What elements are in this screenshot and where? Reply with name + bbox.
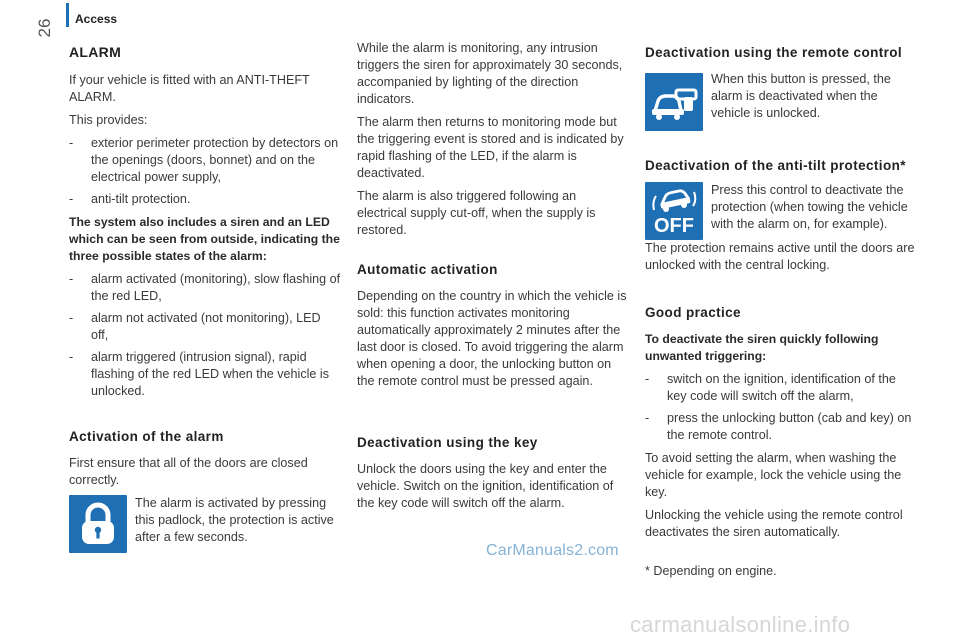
unlock-remote-icon: [645, 73, 703, 131]
activation-title: Activation of the alarm: [69, 429, 224, 444]
footnote: * Depending on engine.: [645, 564, 777, 578]
anti-tilt-title: Deactivation of the anti-tilt protection*: [645, 158, 906, 173]
provides-label: This provides:: [69, 113, 148, 127]
list-item: - exterior perimeter protection by detectors on the openings (doors, bonnet) and on the electrical power supply,: [69, 135, 341, 186]
monitoring-text: While the alarm is monitoring, any intrusion triggers the siren for approximately 30 seconds, accompanied by lighting of the direction indicators.: [357, 41, 623, 106]
power-cut-text: The alarm is also triggered following an electrical supply cut-off, when the supply is restored.: [357, 189, 596, 237]
intro-text: If your vehicle is fitted with an ANTI-THEFT ALARM.: [69, 73, 310, 104]
column-1: [69, 40, 341, 553]
good-practice-note: To deactivate the siren quickly following unwanted triggering:: [645, 332, 879, 363]
activation-icon-text: The alarm is activated by pressing this padlock, the protection is active after a few seconds.: [135, 496, 334, 544]
column-3: [645, 40, 917, 586]
list-item: - press the unlocking button (cab and key) on the remote control.: [645, 410, 917, 444]
padlock-icon: [69, 495, 127, 553]
list-item: - anti-tilt protection.: [69, 191, 341, 208]
remote-deactivation-text: When this button is pressed, the alarm is deactivated when the vehicle is unlocked.: [711, 72, 891, 120]
anti-tilt-off-icon: [645, 182, 703, 240]
list-item: - switch on the ignition, identification of the key code will switch off the alarm,: [645, 371, 917, 405]
states-list: [69, 271, 341, 400]
provides-list: [69, 135, 341, 208]
column-2: [357, 40, 629, 518]
auto-activation-text: Depending on the country in which the vehicle is sold: this function activates monitoring automatically approximately 2 minutes after the last door is closed. To avoid triggering the alarm when opening a door, the unlocking button on the remote control must be pressed again.: [357, 289, 627, 388]
washing-text: To avoid setting the alarm, when washing the vehicle for example, lock the vehicle using the key.: [645, 451, 902, 499]
list-item: - alarm activated (monitoring), slow flashing of the red LED,: [69, 271, 341, 305]
section-tab: Access: [75, 12, 118, 26]
off-label: OFF: [654, 215, 694, 237]
system-note: The system also includes a siren and an LED which can be seen from outside, indicating the three possible states of the alarm:: [69, 215, 340, 263]
remote-deactivation-title: Deactivation using the remote control: [645, 45, 903, 60]
key-deactivation-text: Unlock the doors using the key and enter the vehicle. Switch on the ignition, identification of the key code will switch off the alarm.: [357, 462, 614, 510]
anti-tilt-icon-text: Press this control to deactivate the protection (when towing the vehicle with the alarm on, for example).: [711, 183, 908, 231]
watermark-footer: carmanualsonline.info: [630, 612, 851, 637]
watermark-center: CarManuals2.com: [486, 542, 619, 559]
good-practice-title: Good practice: [645, 305, 741, 320]
section-accent-bar: [66, 3, 69, 27]
remote-siren-text: Unlocking the vehicle using the remote control deactivates the siren automatically.: [645, 508, 903, 539]
monitoring-return-text: The alarm then returns to monitoring mode but the triggering event is stored and is indicated by rapid flashing of the LED, if the alarm is deactivated.: [357, 115, 624, 180]
alarm-title: ALARM: [69, 44, 122, 60]
list-item: - alarm triggered (intrusion signal), rapid flashing of the red LED when the vehicle is unlocked.: [69, 349, 341, 400]
key-deactivation-title: Deactivation using the key: [357, 435, 538, 450]
anti-tilt-text: The protection remains active until the doors are unlocked with the central locking.: [645, 241, 915, 272]
page-number: 26: [35, 18, 54, 38]
auto-activation-title: Automatic activation: [357, 262, 498, 277]
activation-text: First ensure that all of the doors are closed correctly.: [69, 456, 308, 487]
list-item: - alarm not activated (not monitoring), LED off,: [69, 310, 341, 344]
good-practice-list: [645, 371, 917, 444]
